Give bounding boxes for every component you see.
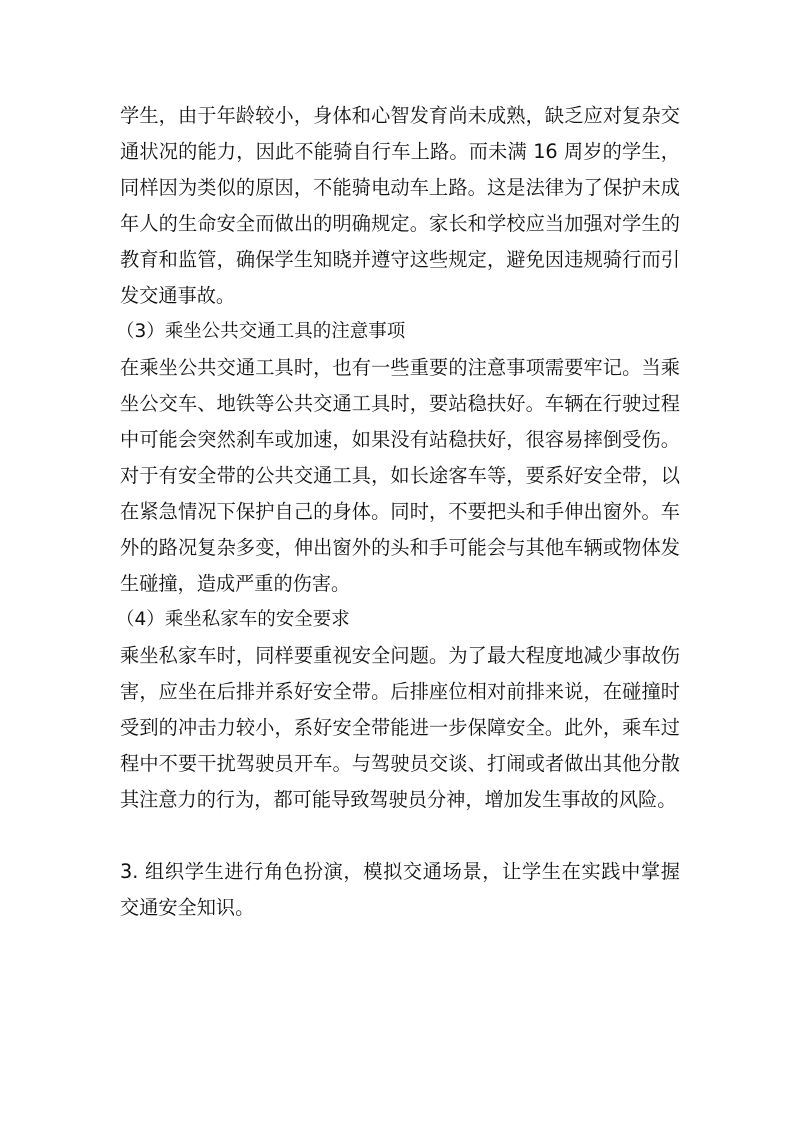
paragraph-bicycle-rules: 学生，由于年龄较小，身体和心智发育尚未成熟，缺乏应对复杂交通状况的能力，因此不能骑自行车上路。而未满 16 周岁的学生，同样因为类似的原因，不能骑电动车上路。这是法律为了保护未成年人的生命安全而做出的明确规定。家长和学校应当加强对学生的教育和监管，确保学生知晓并遵守这些规定，避免因违规骑行而引发交通事故。 — [120, 104, 680, 307]
document-page — [116, 98, 680, 926]
list-item-role-play: 3. 组织学生进行角色扮演，模拟交通场景，让学生在实践中掌握交通安全知识。 — [120, 860, 680, 919]
paragraph-public-transport: 在乘坐公共交通工具时，也有一些重要的注意事项需要牢记。当乘坐公交车、地铁等公共交通工具时，要站稳扶好。车辆在行驶过程中可能会突然刹车或加速，如果没有站稳扶好，很容易摔倒受伤。对于有安全带的公共交通工具，如长途客车等，要系好安全带，以在紧急情况下保护自己的身体。同时，不要把头和手伸出窗外。车外的路况复杂多变，伸出窗外的头和手可能会与其他车辆或物体发生碰撞，造成严重的伤害。 — [120, 356, 680, 595]
paragraph-private-car: 乘坐私家车时，同样要重视安全问题。为了最大程度地减少事故伤害，应坐在后排并系好安全带。后排座位相对前排来说，在碰撞时受到的冲击力较小，系好安全带能进一步保障安全。此外，乘车过程中不要干扰驾驶员开车。与驾驶员交谈、打闹或者做出其他分散其注意力的行为，都可能导致驾驶员分神，增加发生事故的风险。 — [120, 644, 680, 811]
heading-private-car: （4）乘坐私家车的安全要求 — [116, 609, 350, 630]
blank-line — [120, 818, 680, 854]
heading-public-transport: （3）乘坐公共交通工具的注意事项 — [116, 321, 406, 342]
